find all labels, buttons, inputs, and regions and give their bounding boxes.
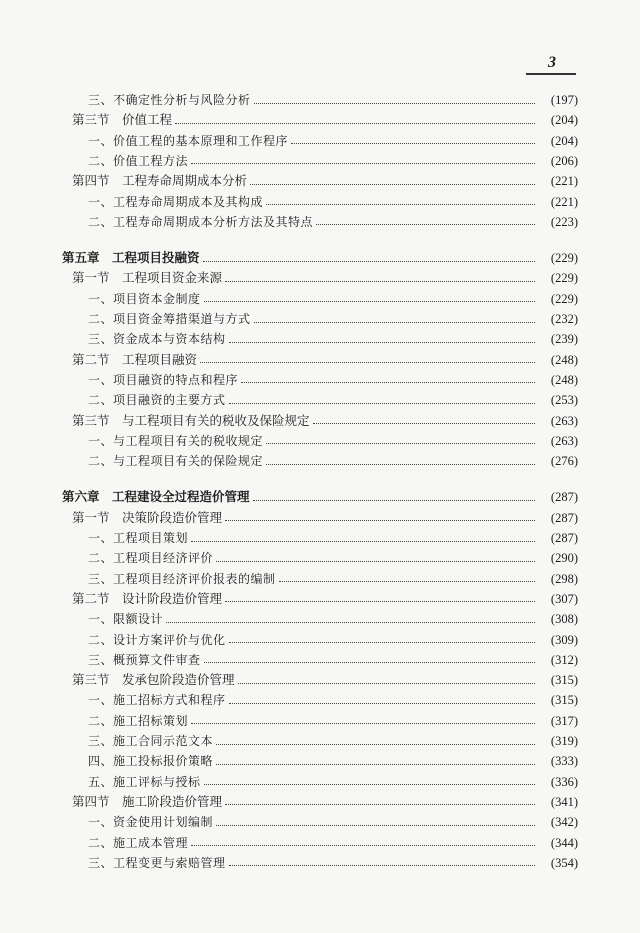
toc-entry-title: 第二节 设计阶段造价管理 xyxy=(72,590,223,606)
toc-entry-item[interactable] xyxy=(0,329,640,349)
toc-entry-item[interactable] xyxy=(0,192,640,212)
toc-entry-section[interactable] xyxy=(0,792,640,812)
dot-leader xyxy=(200,362,535,363)
toc-entry-title: 一、与工程项目有关的税收规定 xyxy=(88,433,264,448)
dot-leader xyxy=(216,744,535,745)
toc-entry-item[interactable] xyxy=(0,630,640,650)
toc-entry-section[interactable] xyxy=(0,508,640,528)
dot-leader xyxy=(291,143,535,144)
toc-entry-title: 三、工程变更与索赔管理 xyxy=(88,855,226,870)
dot-leader xyxy=(191,723,535,724)
toc-entry-item[interactable] xyxy=(0,833,640,853)
toc-entry-title: 一、资金使用计划编制 xyxy=(88,815,214,830)
toc-entry-page: (204) xyxy=(550,113,578,128)
toc-entry-title: 二、施工成本管理 xyxy=(88,835,189,850)
toc-entry-title: 第一节 工程项目资金来源 xyxy=(72,270,223,286)
toc-entry-page: (287) xyxy=(550,490,578,505)
toc-entry-item[interactable] xyxy=(0,151,640,171)
toc-entry-title: 第四节 施工阶段造价管理 xyxy=(72,793,223,809)
toc-entry-section[interactable] xyxy=(0,589,640,609)
toc-entry-title: 二、项目资金筹措渠道与方式 xyxy=(88,312,251,326)
dot-leader xyxy=(229,642,535,643)
toc-entry-item[interactable] xyxy=(0,451,640,471)
dot-leader xyxy=(229,342,535,343)
toc-entry-page: (354) xyxy=(550,855,578,870)
toc-entry-item[interactable] xyxy=(0,309,640,329)
toc-entry-page: (248) xyxy=(550,352,578,367)
page-number: 3 xyxy=(548,54,556,71)
toc-entry-item[interactable] xyxy=(0,853,640,873)
toc-entry-title: 第三节 价值工程 xyxy=(72,112,173,128)
toc-entry-title: 第三节 与工程项目有关的税收及保险规定 xyxy=(72,412,310,428)
toc-entry-page: (221) xyxy=(550,194,578,209)
dot-leader xyxy=(216,764,535,765)
dot-leader xyxy=(225,281,535,282)
toc-entry-page: (336) xyxy=(550,774,578,789)
dot-leader xyxy=(216,825,535,826)
dot-leader xyxy=(191,163,535,164)
toc-entry-title: 第三节 发承包阶段造价管理 xyxy=(72,672,235,688)
toc-entry-title: 第四节 工程寿命周期成本分析 xyxy=(72,173,248,189)
toc-entry-page: (315) xyxy=(550,693,578,708)
toc-entry-page: (239) xyxy=(550,332,578,347)
toc-entry-item[interactable] xyxy=(0,812,640,832)
toc-entry-item[interactable] xyxy=(0,772,640,792)
toc-entry-title: 三、资金成本与资本结构 xyxy=(88,332,226,347)
toc-entry-title: 二、价值工程方法 xyxy=(88,153,189,168)
toc-entry-item[interactable] xyxy=(0,548,640,568)
toc-entry-page: (197) xyxy=(550,93,578,107)
toc-entry-chapter[interactable] xyxy=(0,248,640,268)
toc-entry-page: (341) xyxy=(550,794,578,809)
dot-leader xyxy=(266,464,535,465)
toc-entry-page: (276) xyxy=(550,454,578,469)
toc-entry-chapter[interactable] xyxy=(0,487,640,507)
toc-entry-item[interactable] xyxy=(0,731,640,751)
toc-entry-title: 二、工程项目经济评价 xyxy=(88,551,214,566)
toc-entry-page: (309) xyxy=(550,632,578,647)
dot-leader xyxy=(204,784,535,785)
toc-entry-item[interactable] xyxy=(0,370,640,390)
toc-entry-page: (263) xyxy=(550,433,578,448)
toc-entry-title: 第二节 工程项目融资 xyxy=(72,351,198,367)
toc-entry-page: (344) xyxy=(550,835,578,850)
dot-leader xyxy=(225,520,535,521)
toc-entry-title: 三、工程项目经济评价报表的编制 xyxy=(88,571,276,586)
dot-leader xyxy=(250,184,535,185)
toc-entry-title: 二、与工程项目有关的保险规定 xyxy=(88,454,264,469)
toc-entry-item[interactable] xyxy=(0,528,640,548)
toc-entry-item[interactable] xyxy=(0,131,640,151)
toc-entry-item[interactable] xyxy=(0,431,640,451)
dot-leader xyxy=(229,865,535,866)
toc-entry-page: (204) xyxy=(550,133,578,148)
toc-entry-item[interactable] xyxy=(0,609,640,629)
toc-entry-page: (229) xyxy=(550,271,578,286)
dot-leader xyxy=(266,443,535,444)
toc-entry-title: 一、价值工程的基本原理和工作程序 xyxy=(88,133,289,148)
toc-entry-item[interactable] xyxy=(0,212,640,232)
toc-entry-page: (248) xyxy=(550,372,578,387)
toc-entry-section[interactable] xyxy=(0,350,640,370)
toc-entry-page: (333) xyxy=(550,754,578,769)
dot-leader xyxy=(225,601,535,602)
toc-entry-page: (287) xyxy=(550,531,578,545)
toc-entry-title: 一、限额设计 xyxy=(88,612,164,627)
toc-entry-page: (308) xyxy=(550,612,578,627)
toc-entry-item[interactable] xyxy=(0,390,640,410)
toc-entry-page: (317) xyxy=(550,713,578,728)
toc-entry-title: 一、施工招标方式和程序 xyxy=(88,693,226,708)
dot-leader xyxy=(254,322,535,323)
toc-entry-title: 一、项目资本金制度 xyxy=(88,291,201,306)
toc-entry-title: 一、工程寿命周期成本及其构成 xyxy=(88,194,264,209)
toc-entry-title: 第五章 工程项目投融资 xyxy=(62,250,200,266)
dot-leader xyxy=(279,581,535,582)
toc-entry-page: (290) xyxy=(550,551,578,566)
dot-leader xyxy=(166,622,535,623)
toc-entry-section[interactable] xyxy=(0,110,640,130)
toc-entry-item[interactable] xyxy=(0,711,640,731)
toc-entry-page: (307) xyxy=(550,591,578,606)
dot-leader xyxy=(191,541,535,542)
toc-entry-title: 三、不确定性分析与风险分析 xyxy=(88,93,251,107)
toc-entry-title: 五、施工评标与授标 xyxy=(88,774,201,789)
dot-leader xyxy=(229,703,535,704)
toc-entry-title: 一、工程项目策划 xyxy=(88,531,189,545)
toc-entry-title: 第六章 工程建设全过程造价管理 xyxy=(62,489,250,505)
toc-entry-title: 二、工程寿命周期成本分析方法及其特点 xyxy=(88,214,314,229)
toc-entry-title: 二、设计方案评价与优化 xyxy=(88,632,226,647)
dot-leader xyxy=(316,224,535,225)
toc-entry-title: 二、施工招标策划 xyxy=(88,713,189,728)
dot-leader xyxy=(175,123,535,124)
dot-leader xyxy=(216,561,535,562)
toc-entry-page: (232) xyxy=(550,312,578,326)
toc-entry-item[interactable] xyxy=(0,289,640,309)
toc-entry-page: (319) xyxy=(550,734,578,748)
toc-entry-page: (221) xyxy=(550,174,578,189)
toc-entry-page: (298) xyxy=(550,571,578,586)
toc-entry-page: (229) xyxy=(550,251,578,266)
toc-entry-page: (229) xyxy=(550,291,578,306)
dot-leader xyxy=(191,845,535,846)
toc-entry-title: 二、项目融资的主要方式 xyxy=(88,393,226,408)
dot-leader xyxy=(253,500,535,501)
toc-entry-page: (342) xyxy=(550,815,578,830)
toc-entry-page: (253) xyxy=(550,393,578,408)
toc-entry-item[interactable] xyxy=(0,690,640,710)
dot-leader xyxy=(229,403,535,404)
toc-entry-item[interactable] xyxy=(0,90,640,110)
toc-entry-page: (206) xyxy=(550,153,578,168)
toc-entry-item[interactable] xyxy=(0,751,640,771)
toc-entry-page: (223) xyxy=(550,214,578,229)
dot-leader xyxy=(254,103,535,104)
toc-entry-title: 三、概预算文件审查 xyxy=(88,652,201,667)
toc-entry-page: (287) xyxy=(550,510,578,525)
dot-leader xyxy=(266,204,535,205)
toc-entry-section[interactable] xyxy=(0,411,640,431)
toc-entry-title: 四、施工投标报价策略 xyxy=(88,754,214,769)
toc-entry-section[interactable] xyxy=(0,268,640,288)
toc-entry-section[interactable] xyxy=(0,670,640,690)
dot-leader xyxy=(225,804,535,805)
toc-entry-page: (263) xyxy=(550,413,578,428)
toc-entry-page: (312) xyxy=(550,652,578,667)
toc-entry-title: 一、项目融资的特点和程序 xyxy=(88,372,239,387)
toc-entry-title: 三、施工合同示范文本 xyxy=(88,734,214,748)
toc-entry-item[interactable] xyxy=(0,650,640,670)
dot-leader xyxy=(203,261,535,262)
toc-entry-section[interactable] xyxy=(0,171,640,191)
toc-entry-title: 第一节 决策阶段造价管理 xyxy=(72,509,223,525)
dot-leader xyxy=(241,382,535,383)
toc-entry-page: (315) xyxy=(550,673,578,688)
dot-leader xyxy=(238,683,535,684)
dot-leader xyxy=(204,662,535,663)
dot-leader xyxy=(204,301,535,302)
dot-leader xyxy=(313,423,535,424)
toc-entry-item[interactable] xyxy=(0,569,640,589)
